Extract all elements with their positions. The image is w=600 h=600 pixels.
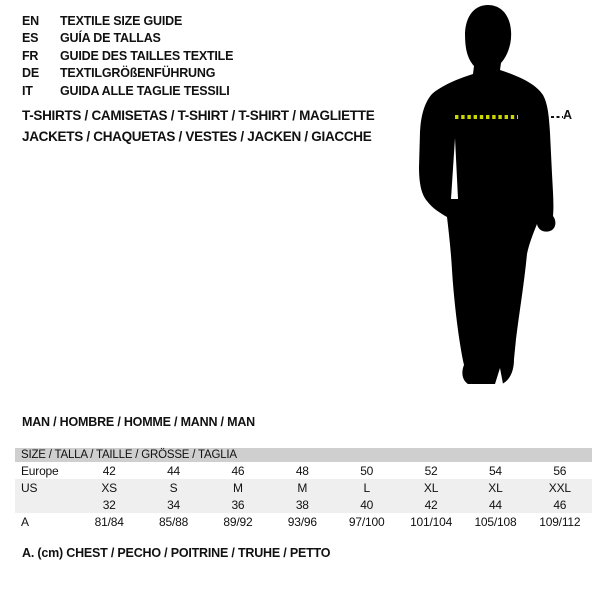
category-tshirts: T-SHIRTS / CAMISETAS / T-SHIRT / T-SHIRT / MAGLIETTE <box>22 108 375 123</box>
table-cell: 44 <box>488 497 502 512</box>
section-title: MAN / HOMBRE / HOMME / MANN / MAN <box>22 415 255 429</box>
language-label: TEXTILE SIZE GUIDE <box>60 13 183 28</box>
table-cell: 32 <box>102 497 116 512</box>
language-code: EN <box>22 13 39 28</box>
table-cell: 105/108 <box>474 514 517 529</box>
table-cell: 34 <box>167 497 181 512</box>
table-cell: M <box>233 480 243 495</box>
table-cell: 38 <box>295 497 309 512</box>
table-cell: 81/84 <box>94 514 124 529</box>
table-cell: 50 <box>360 463 374 478</box>
language-label: GUÍA DE TALLAS <box>60 31 161 46</box>
table-cell: 54 <box>488 463 502 478</box>
measurement-footnote: A. (cm) CHEST / PECHO / POITRINE / TRUHE / PETTO <box>22 546 331 560</box>
table-cell: 97/100 <box>348 514 385 529</box>
table-cell: 109/112 <box>539 514 581 529</box>
table-cell: 48 <box>295 463 309 478</box>
table-cell: L <box>363 480 370 495</box>
language-code: FR <box>22 48 39 63</box>
size-table <box>15 448 592 530</box>
language-row <box>22 65 233 83</box>
table-cell: 89/92 <box>223 514 253 529</box>
table-cell: XL <box>488 480 503 495</box>
language-row <box>22 12 233 30</box>
table-row-europe <box>15 462 592 479</box>
language-row <box>22 82 233 100</box>
measurement-label-a: A <box>563 108 573 122</box>
table-cell: S <box>169 480 178 495</box>
language-code: IT <box>22 83 33 98</box>
row-label: A <box>21 514 29 529</box>
table-row-chest <box>15 513 592 530</box>
table-cell: 56 <box>553 463 567 478</box>
language-label: GUIDE DES TAILLES TEXTILE <box>60 48 234 63</box>
man-silhouette-figure <box>405 2 573 394</box>
table-row-us-numeric <box>15 496 592 513</box>
row-label: Europe <box>21 463 59 478</box>
table-cell: 42 <box>102 463 116 478</box>
table-cell: 101/104 <box>410 514 453 529</box>
table-cell: 36 <box>231 497 245 512</box>
language-label: TEXTILGRÖßENFÜHRUNG <box>60 66 216 81</box>
language-label: GUIDA ALLE TAGLIE TESSILI <box>60 83 230 98</box>
table-cell: XS <box>101 480 117 495</box>
table-cell: 52 <box>424 463 438 478</box>
table-cell: 85/88 <box>159 514 189 529</box>
man-silhouette-icon <box>405 2 573 394</box>
table-cell: 93/96 <box>287 514 317 529</box>
language-row <box>22 30 233 48</box>
language-code: DE <box>22 66 39 81</box>
size-table-header: SIZE / TALLA / TAILLE / GRÖSSE / TAGLIA <box>15 448 592 462</box>
row-label: US <box>21 480 38 495</box>
category-jackets: JACKETS / CHAQUETAS / VESTES / JACKEN / GIACCHE <box>22 129 372 144</box>
table-cell: 42 <box>424 497 438 512</box>
table-cell: M <box>297 480 308 495</box>
table-cell: 44 <box>167 463 181 478</box>
table-cell: 40 <box>360 497 374 512</box>
table-cell: XXL <box>548 480 571 495</box>
language-list <box>22 12 233 100</box>
language-row <box>22 47 233 65</box>
language-code: ES <box>22 31 39 46</box>
table-cell: 46 <box>553 497 567 512</box>
table-cell: 46 <box>231 463 245 478</box>
table-cell: XL <box>423 480 439 495</box>
table-row-us <box>15 479 592 496</box>
garment-categories <box>22 105 374 147</box>
